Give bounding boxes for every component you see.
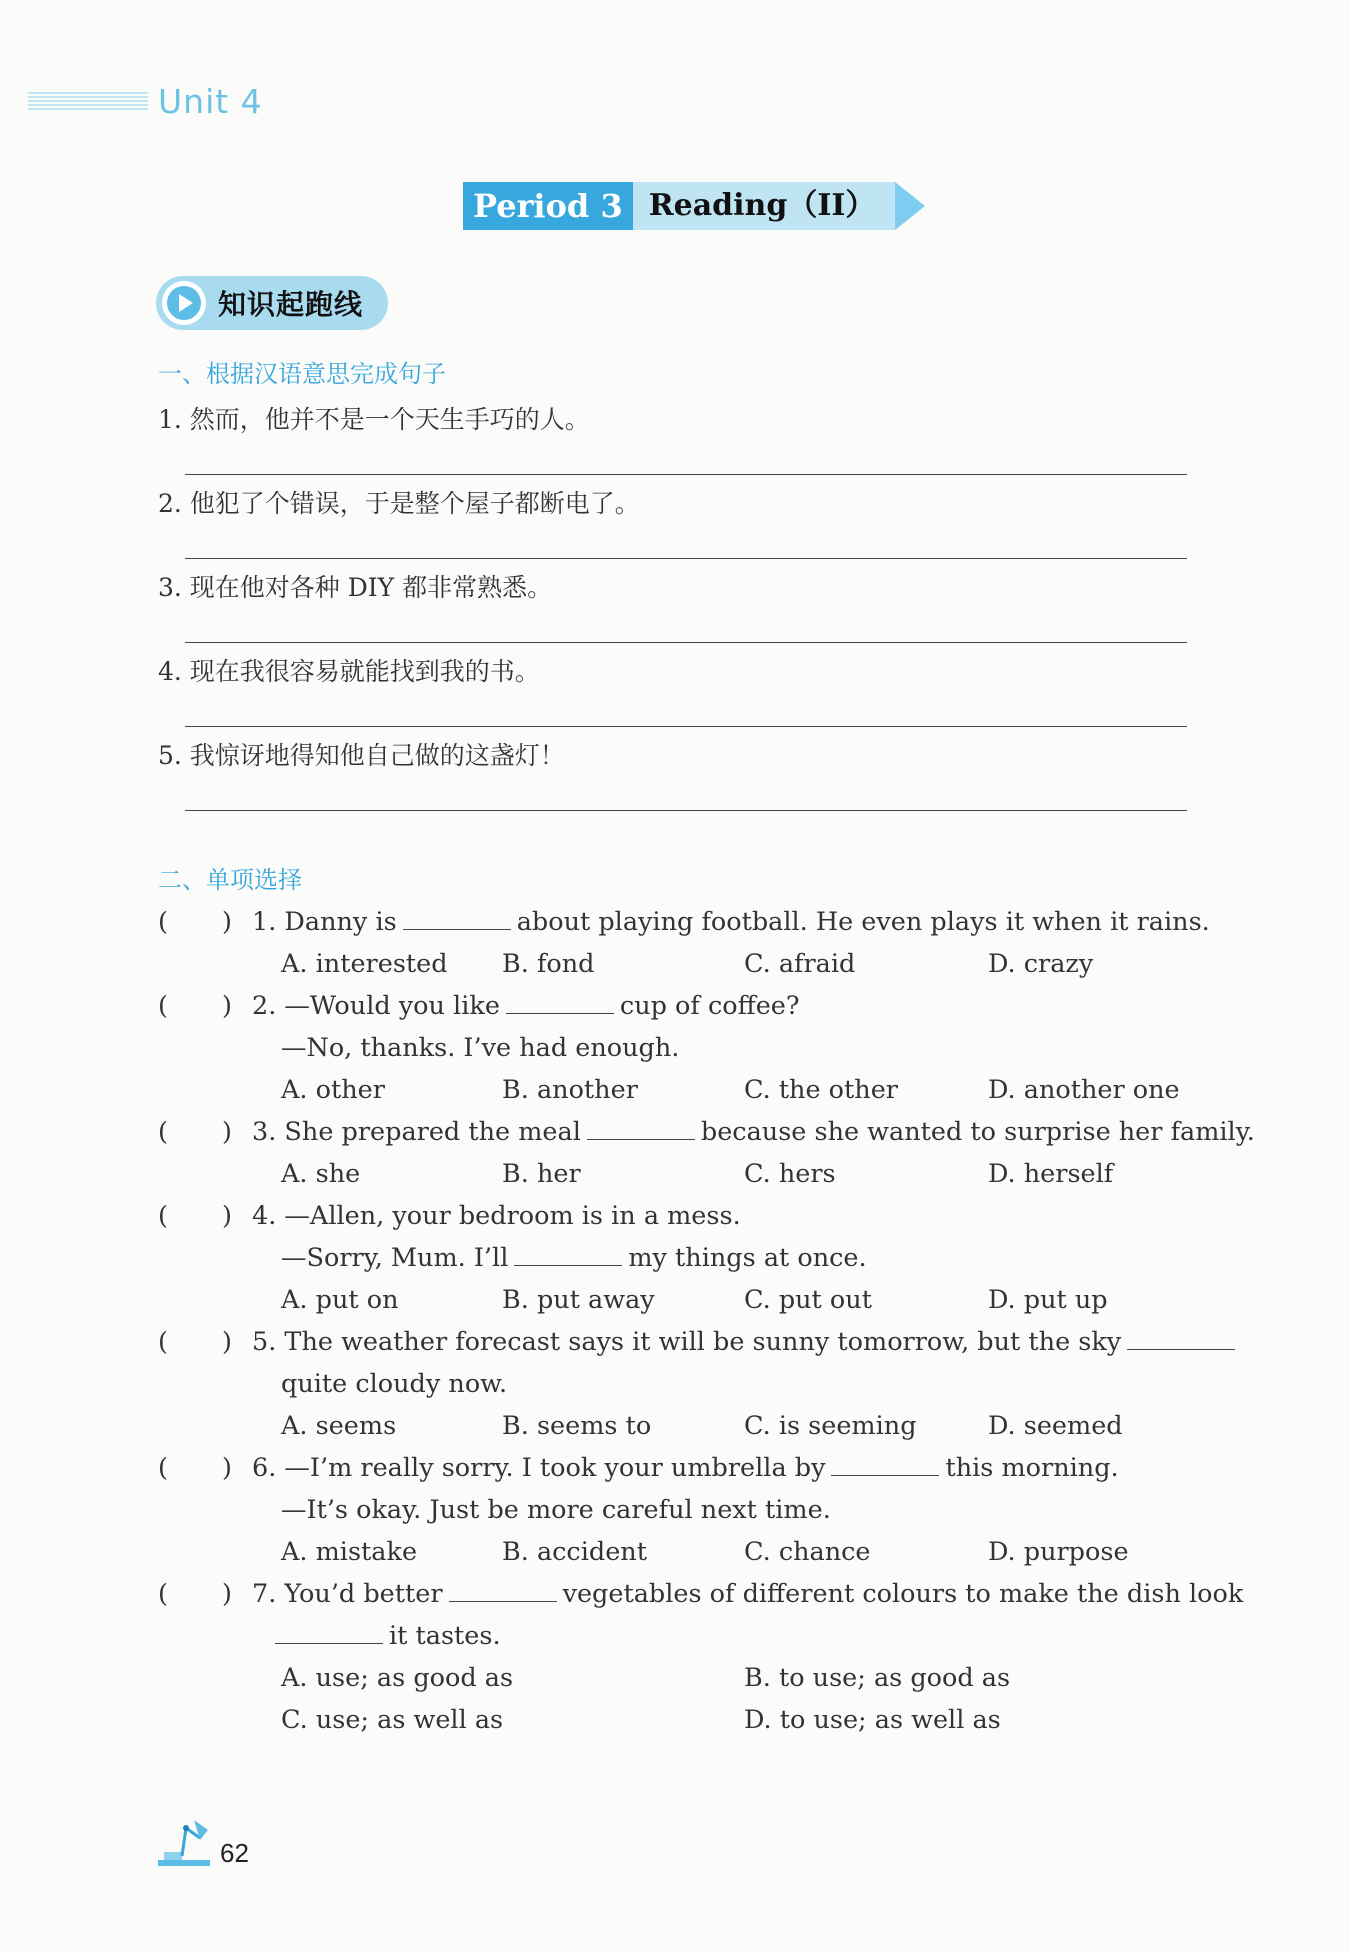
question-2-stem-end: cup of coffee?: [619, 991, 800, 1021]
period-number: Period 3: [463, 182, 633, 230]
question-7: [252, 1579, 1243, 1609]
unit-decoration-bar: [28, 92, 148, 112]
question-3-stem: 3. She prepared the meal: [252, 1117, 581, 1147]
answer-line-4[interactable]: [185, 726, 1187, 727]
blank[interactable]: [831, 1453, 939, 1476]
answer-paren-open[interactable]: (: [158, 991, 168, 1021]
answer-paren-close: ): [222, 907, 232, 937]
question-1: [252, 907, 1210, 937]
answer-paren-close: ): [222, 1201, 232, 1231]
question-6-stem-end: this morning.: [945, 1453, 1119, 1483]
option-b[interactable]: B. her: [502, 1159, 581, 1189]
question-4-reply: [281, 1243, 867, 1273]
blank[interactable]: [514, 1243, 622, 1266]
badge-label: 知识起跑线: [218, 288, 364, 321]
answer-line-2[interactable]: [185, 558, 1187, 559]
option-b[interactable]: B. accident: [502, 1537, 647, 1567]
option-c[interactable]: C. put out: [744, 1285, 872, 1315]
answer-paren-close: ): [222, 1327, 232, 1357]
option-c[interactable]: C. use; as well as: [281, 1705, 504, 1735]
translation-item-3: 3. 现在他对各种 DIY 都非常熟悉。: [158, 573, 553, 602]
option-c[interactable]: C. chance: [744, 1537, 871, 1567]
question-6-stem: 6. —I’m really sorry. I took your umbrella by: [252, 1453, 826, 1483]
section2-title: 二、单项选择: [158, 866, 302, 894]
question-4: 4. —Allen, your bedroom is in a mess.: [252, 1201, 741, 1231]
option-a[interactable]: A. she: [281, 1159, 361, 1189]
period-title: Reading（II）: [633, 182, 896, 230]
question-5-stem: 5. The weather forecast says it will be sunny tomorrow, but the sky: [252, 1327, 1122, 1357]
option-d[interactable]: D. put up: [988, 1285, 1108, 1315]
option-a[interactable]: A. mistake: [281, 1537, 418, 1567]
option-d[interactable]: D. another one: [988, 1075, 1180, 1105]
option-d[interactable]: D. purpose: [988, 1537, 1129, 1567]
option-d[interactable]: D. to use; as well as: [744, 1705, 1001, 1735]
question-5: [252, 1327, 1241, 1357]
answer-line-1[interactable]: [185, 474, 1187, 475]
blank[interactable]: [403, 907, 511, 930]
option-b[interactable]: B. seems to: [502, 1411, 652, 1441]
answer-paren-open[interactable]: (: [158, 1579, 168, 1609]
option-c[interactable]: C. hers: [744, 1159, 836, 1189]
option-b[interactable]: B. another: [502, 1075, 638, 1105]
blank[interactable]: [275, 1621, 383, 1644]
answer-paren-open[interactable]: (: [158, 1327, 168, 1357]
translation-item-1: 1. 然而，他并不是一个天生手巧的人。: [158, 405, 590, 434]
question-4-stem-end: my things at once.: [628, 1243, 867, 1273]
blank[interactable]: [449, 1579, 557, 1602]
blank[interactable]: [506, 991, 614, 1014]
question-2-stem: 2. —Would you like: [252, 991, 500, 1021]
question-2: [252, 991, 800, 1021]
answer-paren-open[interactable]: (: [158, 907, 168, 937]
desk-lamp-icon: [156, 1812, 212, 1868]
answer-paren-open[interactable]: (: [158, 1117, 168, 1147]
play-icon: [162, 281, 206, 325]
section-badge: [156, 276, 388, 330]
answer-paren-open[interactable]: (: [158, 1201, 168, 1231]
translation-item-4: 4. 现在我很容易就能找到我的书。: [158, 657, 540, 686]
answer-paren-close: ): [222, 1117, 232, 1147]
question-2-reply: —No, thanks. I’ve had enough.: [281, 1033, 680, 1063]
option-c[interactable]: C. afraid: [744, 949, 856, 979]
option-b[interactable]: B. to use; as good as: [744, 1663, 1011, 1693]
answer-line-5[interactable]: [185, 810, 1187, 811]
answer-paren-close: ): [222, 1579, 232, 1609]
question-7-stem-tail: it tastes.: [389, 1621, 501, 1651]
question-3: [252, 1117, 1255, 1147]
translation-item-5: 5. 我惊讶地得知他自己做的这盏灯！: [158, 741, 565, 770]
unit-title: Unit 4: [158, 82, 263, 121]
option-a[interactable]: A. seems: [281, 1411, 397, 1441]
option-d[interactable]: D. crazy: [988, 949, 1094, 979]
question-1-stem-end: about playing football. He even plays it when it rains.: [516, 907, 1210, 937]
answer-paren-open[interactable]: (: [158, 1453, 168, 1483]
question-6: [252, 1453, 1119, 1483]
question-3-stem-end: because she wanted to surprise her family.: [700, 1117, 1255, 1147]
option-d[interactable]: D. herself: [988, 1159, 1114, 1189]
option-b[interactable]: B. put away: [502, 1285, 655, 1315]
blank[interactable]: [1127, 1327, 1235, 1350]
option-d[interactable]: D. seemed: [988, 1411, 1123, 1441]
translation-item-2: 2. 他犯了个错误，于是整个屋子都断电了。: [158, 489, 640, 518]
option-c[interactable]: C. is seeming: [744, 1411, 917, 1441]
question-1-stem: 1. Danny is: [252, 907, 397, 937]
option-a[interactable]: A. interested: [281, 949, 448, 979]
blank[interactable]: [587, 1117, 695, 1140]
section1-title: 一、根据汉语意思完成句子: [158, 360, 446, 388]
option-a[interactable]: A. other: [281, 1075, 385, 1105]
question-7-stem: 7. You’d better: [252, 1579, 443, 1609]
option-a[interactable]: A. use; as good as: [281, 1663, 514, 1693]
answer-paren-close: ): [222, 1453, 232, 1483]
question-7-stem-end: vegetables of different colours to make the dish look: [562, 1579, 1244, 1609]
question-4-stem: —Sorry, Mum. I’ll: [281, 1243, 509, 1273]
option-c[interactable]: C. the other: [744, 1075, 898, 1105]
question-7-continued: [275, 1621, 501, 1651]
period-banner: [463, 182, 925, 230]
banner-arrow-icon: [895, 182, 925, 230]
answer-line-3[interactable]: [185, 642, 1187, 643]
question-5-continued: quite cloudy now.: [281, 1369, 508, 1399]
answer-paren-close: ): [222, 991, 232, 1021]
option-b[interactable]: B. fond: [502, 949, 595, 979]
option-a[interactable]: A. put on: [281, 1285, 399, 1315]
question-6-reply: —It’s okay. Just be more careful next time.: [281, 1495, 831, 1525]
page-number: 62: [220, 1838, 249, 1868]
